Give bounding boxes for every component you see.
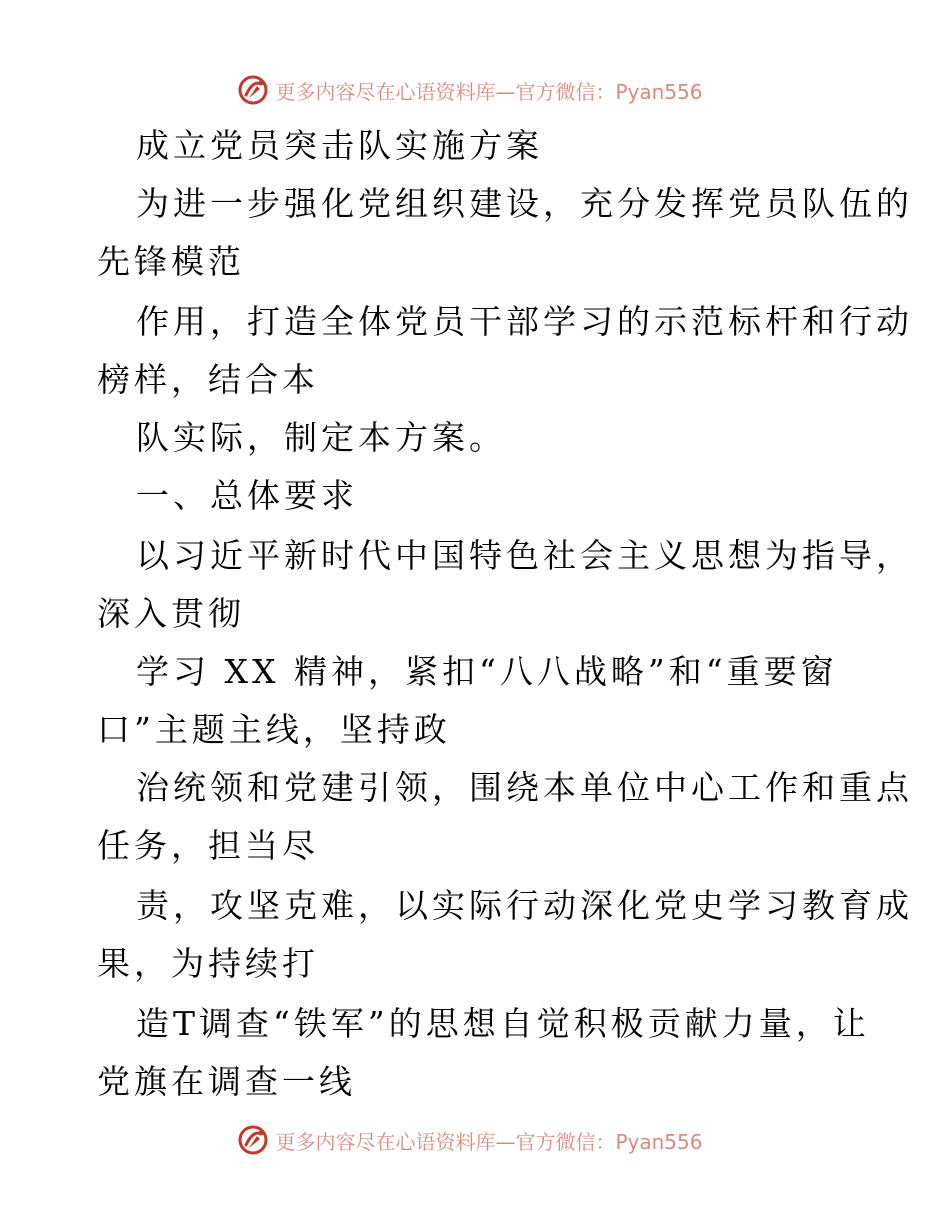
footer-brand-text: 更多内容尽在心语资料库 — [275, 1129, 496, 1154]
section-heading: 一、总体要求 — [136, 476, 358, 515]
footer-banner — [0, 1120, 950, 1160]
text-line: 党旗在调查一线 — [97, 1062, 356, 1101]
xinyu-logo-icon — [237, 74, 269, 106]
header-dash: — — [495, 79, 516, 104]
text-line: 队实际，制定本方案。 — [136, 418, 506, 457]
footer-dash: — — [495, 1129, 516, 1154]
text-line: 作用，打造全体党员干部学习的示范标杆和行动 — [136, 302, 913, 341]
text-line: 深入贯彻 — [97, 594, 245, 633]
document-title: 成立党员突击队实施方案 — [136, 126, 543, 165]
text-line: 先锋模范 — [97, 242, 245, 281]
text-line: 造T调查“铁军”的思想自觉积极贡献力量，让 — [136, 1004, 870, 1043]
footer-banner-text — [275, 1126, 702, 1155]
text-line: 果，为持续打 — [97, 944, 319, 983]
text-line: 榜样，结合本 — [97, 360, 319, 399]
text-line: 口”主题主线，坚持政 — [97, 710, 451, 749]
text-line: 责，攻坚克难，以实际行动深化党史学习教育成 — [136, 886, 913, 925]
text-line: 为进一步强化党组织建设，充分发挥党员队伍的 — [136, 184, 913, 223]
header-wechat-text: 官方微信：Pyan556 — [515, 79, 703, 104]
header-banner — [0, 70, 950, 110]
text-line: 任务，担当尽 — [97, 826, 319, 865]
text-line: 以习近平新时代中国特色社会主义思想为指导， — [136, 536, 913, 575]
header-banner-text — [275, 76, 702, 105]
header-brand-text: 更多内容尽在心语资料库 — [275, 79, 496, 104]
text-line: 治统领和党建引领，围绕本单位中心工作和重点 — [136, 768, 913, 807]
text-line: 学习 XX 精神，紧扣“八八战略”和“重要窗 — [136, 652, 838, 691]
footer-wechat-text: 官方微信：Pyan556 — [515, 1129, 703, 1154]
xinyu-logo-icon — [237, 1124, 269, 1156]
